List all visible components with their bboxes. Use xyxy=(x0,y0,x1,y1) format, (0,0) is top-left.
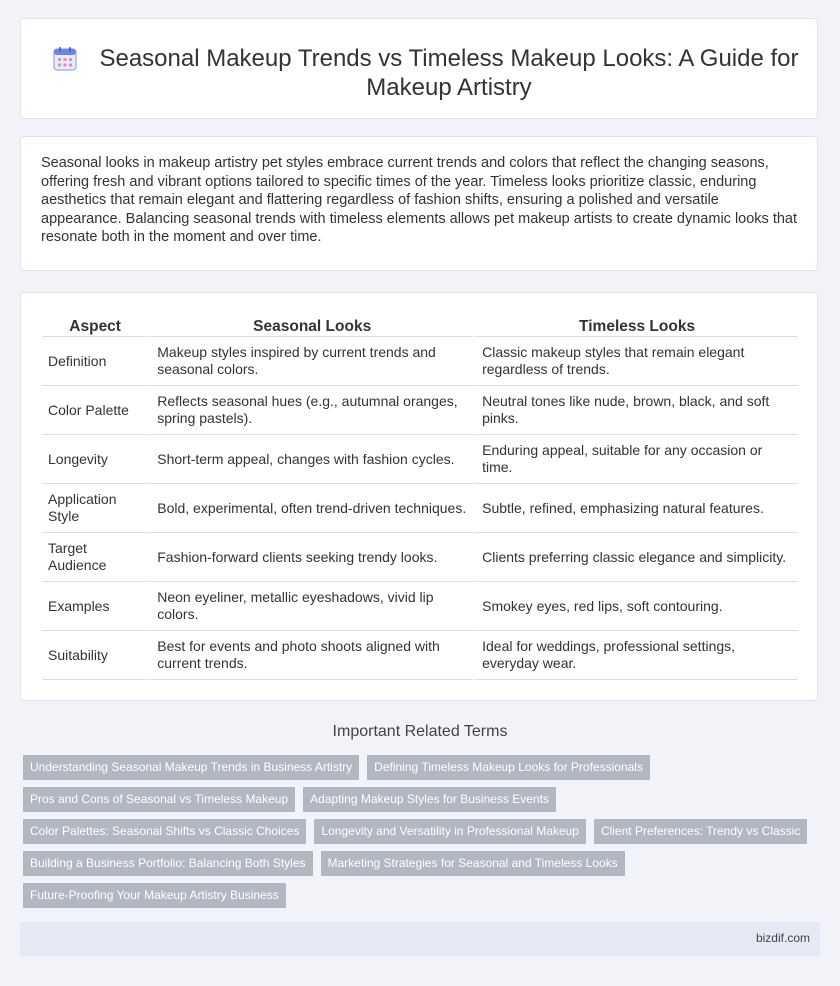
aspect-cell: Suitability xyxy=(42,631,148,680)
timeless-cell: Smokey eyes, red lips, soft contouring. xyxy=(473,582,798,631)
related-term-tag[interactable]: Defining Timeless Makeup Looks for Professionals xyxy=(367,755,650,780)
table-row xyxy=(42,533,798,582)
aspect-cell: Definition xyxy=(42,337,148,386)
aspect-cell: Application Style xyxy=(42,484,148,533)
related-term-tag[interactable]: Color Palettes: Seasonal Shifts vs Classic Choices xyxy=(23,819,306,844)
table-row xyxy=(42,435,798,484)
related-term-tag[interactable]: Adapting Makeup Styles for Business Events xyxy=(303,787,556,812)
timeless-cell: Neutral tones like nude, brown, black, and soft pinks. xyxy=(473,386,798,435)
footer xyxy=(20,922,820,956)
timeless-cell: Ideal for weddings, professional settings, everyday wear. xyxy=(473,631,798,680)
calendar-icon xyxy=(51,45,79,73)
header-seasonal: Seasonal Looks xyxy=(148,316,473,337)
seasonal-cell: Bold, experimental, often trend-driven techniques. xyxy=(148,484,473,533)
seasonal-cell: Neon eyeliner, metallic eyeshadows, vivid lip colors. xyxy=(148,582,473,631)
related-term-tag[interactable]: Client Preferences: Trendy vs Classic xyxy=(594,819,807,844)
timeless-cell: Classic makeup styles that remain elegant regardless of trends. xyxy=(473,337,798,386)
seasonal-cell: Short-term appeal, changes with fashion cycles. xyxy=(148,435,473,484)
related-term-tag[interactable]: Understanding Seasonal Makeup Trends in Business Artistry xyxy=(23,755,359,780)
aspect-cell: Longevity xyxy=(42,435,148,484)
comparison-table xyxy=(42,316,798,680)
intro-text: Seasonal looks in makeup artistry pet styles embrace current trends and colors that reflect the changing seasons, offering fresh and vibrant options tailored to specific times of the year. Timeless looks prioritize classic, enduring aesthetics that remain elegant and flattering regardless of fashion shifts, ensuring a polished and versatile appearance. Balancing seasonal trends with timeless elements allows pet makeup artists to create dynamic looks that resonate both in the moment and over time. xyxy=(41,155,798,245)
aspect-cell: Color Palette xyxy=(42,386,148,435)
footer-site-link[interactable]: bizdif.com xyxy=(755,931,810,945)
header-aspect: Aspect xyxy=(42,316,148,337)
aspect-cell: Examples xyxy=(42,582,148,631)
seasonal-cell: Reflects seasonal hues (e.g., autumnal oranges, spring pastels). xyxy=(148,386,473,435)
table-row xyxy=(42,337,798,386)
comparison-card xyxy=(20,292,818,701)
intro-card xyxy=(20,136,818,271)
related-terms-title: Important Related Terms xyxy=(332,723,508,740)
related-term-tag[interactable]: Building a Business Portfolio: Balancing Both Styles xyxy=(23,851,313,876)
aspect-cell: Target Audience xyxy=(42,533,148,582)
header-timeless: Timeless Looks xyxy=(473,316,798,337)
timeless-cell: Subtle, refined, emphasizing natural features. xyxy=(473,484,798,533)
timeless-cell: Enduring appeal, suitable for any occasion or time. xyxy=(473,435,798,484)
related-term-tag[interactable]: Future-Proofing Your Makeup Artistry Business xyxy=(23,883,286,908)
related-terms-list xyxy=(23,755,823,915)
table-row xyxy=(42,582,798,631)
table-row xyxy=(42,484,798,533)
seasonal-cell: Fashion-forward clients seeking trendy looks. xyxy=(148,533,473,582)
related-term-tag[interactable]: Pros and Cons of Seasonal vs Timeless Makeup xyxy=(23,787,295,812)
page-title: Seasonal Makeup Trends vs Timeless Makeup Looks: A Guide for Makeup Artistry xyxy=(99,45,799,101)
table-header-row xyxy=(42,316,798,337)
table-row xyxy=(42,631,798,680)
timeless-cell: Clients preferring classic elegance and simplicity. xyxy=(473,533,798,582)
related-term-tag[interactable]: Marketing Strategies for Seasonal and Timeless Looks xyxy=(321,851,625,876)
header-card xyxy=(20,18,818,119)
table-row xyxy=(42,386,798,435)
seasonal-cell: Best for events and photo shoots aligned with current trends. xyxy=(148,631,473,680)
seasonal-cell: Makeup styles inspired by current trends and seasonal colors. xyxy=(148,337,473,386)
related-term-tag[interactable]: Longevity and Versatility in Professional Makeup xyxy=(314,819,585,844)
